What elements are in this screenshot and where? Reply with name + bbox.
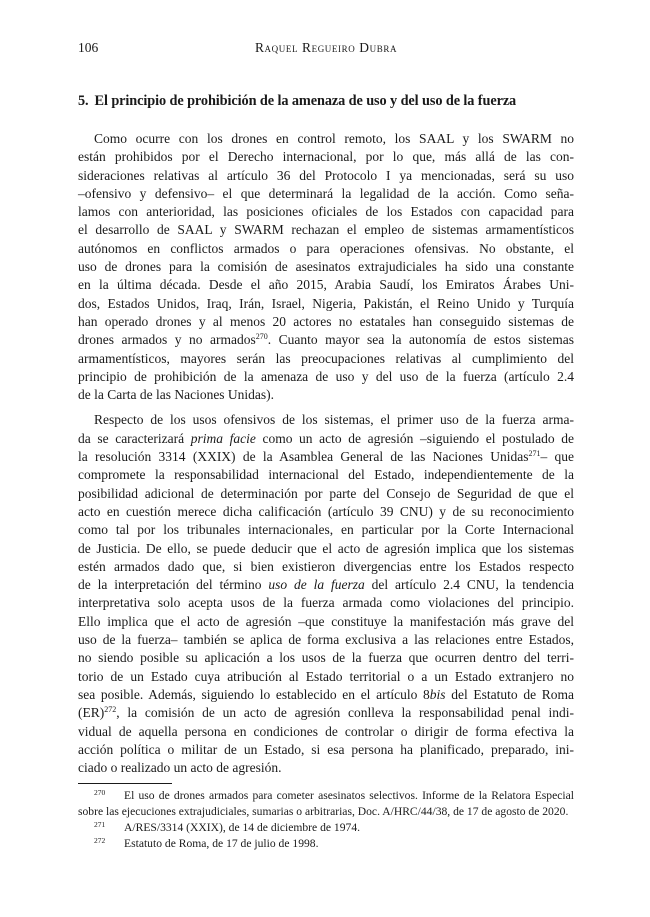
text-line: Como ocurre con los drones en control remoto, los SAAL y los SWARM no (94, 131, 574, 146)
section-heading (78, 93, 574, 110)
paragraph (78, 130, 574, 404)
text-line: vidual de aquella persona en condiciones de controlar o dirigir de forma efectiva la (78, 723, 574, 739)
text-line: Ello implica que el acto de agresión –que constituye la manifestación más grave del (78, 613, 574, 629)
text-line: uso de la fuerza– también se aplica de forma exclusiva a las relaciones entre Estados, (78, 632, 574, 648)
page-header (78, 40, 574, 58)
text-line: autónomos en conflictos armados o para operaciones ofensivas. No obstante, el (78, 240, 574, 256)
footnote-ref: 272 (104, 705, 117, 715)
text-line: posibilidad adicional de determinación por parte del Consejo de Seguridad de que el (78, 485, 574, 501)
text-line: interpretativa solo acepta usos de la fuerza armada como violaciones del principio. (78, 595, 574, 611)
text-line: drones armados y no armados$^{270}$. Cuanto mayor sea la autonomía de estos sistemas (78, 332, 574, 348)
text-line: no siendo posible su aplicación a los usos de la fuerza que ocurren dentro del terri- (78, 650, 574, 666)
text-line: como tal por los tribunales internacionales, en particular por la Corte Internacional (78, 522, 574, 538)
text-line: sea posible. Además, siguiendo lo establecido en el artículo 8bis del Estatuto de Roma (78, 686, 574, 702)
text-line: uso de drones para la comisión de asesinatos extrajudiciales ha sido una constante (78, 259, 574, 275)
text-line: armamentísticos, mayores serán las preocupaciones relativas al cumplimiento del (78, 350, 574, 366)
section-number: 5. (78, 93, 89, 109)
text-line: Respecto de los usos ofensivos de los sistemas, el primer uso de la fuerza arma- (94, 412, 574, 428)
text-line: estén armados dado que, si bien existieron divergencias entre los Estados respecto (78, 558, 574, 574)
text-line: de la Carta de las Naciones Unidas). (78, 387, 275, 403)
text-line: principio de prohibición de la amenaza de uso y del uso de la fuerza (artículo 2.4 (78, 368, 574, 384)
body-text (78, 130, 574, 784)
section-title: El principio de prohibición de la amenaza de uso y del uso de la fuerza (94, 93, 517, 109)
text-line: han operado drones y al menos 20 actores no estatales han conseguido sistemas de (78, 313, 574, 329)
text-line: sideraciones relativas al artículo 36 del Protocolo I ya mencionadas, será su uso (78, 167, 574, 183)
text-line: de la interpretación del término uso de la fuerza del artículo 2.4 CNU, la tendencia (78, 577, 574, 593)
paragraph (78, 411, 574, 777)
footnote-ref: 271 (528, 449, 541, 459)
text-line: de Justicia. De ello, se puede deducir que el acto de agresión implica que los sistemas (78, 540, 574, 556)
footnote-separator (78, 783, 172, 784)
footnotes (78, 788, 574, 852)
text-line: da se caracterizará prima facie como un acto de agresión –siguiendo el postulado de (78, 430, 574, 446)
text-line: acto en cuestión merece dicha calificación (artículo 39 CNU) y de su reconocimiento (78, 503, 574, 519)
footnote-271: 271 A/RES/3314 (XXIX), de 14 de diciembre de 1974. (94, 820, 361, 834)
text-line: están prohibidos por el Derecho internacional, por lo que, más allá de las con- (78, 149, 574, 165)
italic-term: bis (429, 686, 446, 702)
page-number: 106 (78, 40, 99, 55)
text-line: –ofensivo y defensivo– el que determinará la legalidad de la acción. Como seña- (78, 185, 574, 201)
italic-term: uso de la fuerza (268, 577, 365, 593)
footnote-ref: 270 (255, 332, 268, 342)
text-line: (ER)$^{272}$, la comisión de un acto de agresión conlleva la responsabilidad penal indi- (78, 705, 574, 721)
text-line: en la última década. Desde el año 2015, Arabia Saudí, los Emiratos Árabes Uni- (78, 277, 574, 293)
italic-term: prima facie (190, 430, 256, 446)
text-line: lamos con anterioridad, las posiciones oficiales de los Estados con capacidad para (78, 204, 574, 220)
text-line: acción política o militar de un Estado, si esa persona ha planificado, preparado, ini- (78, 741, 574, 757)
text-line: el desarrollo de SAAL y SWARM rechazan el empleo de sistemas armamentísticos (78, 222, 574, 238)
footnote-270-line-1: 270 El uso de drones armados para cometer asesinatos selectivos. Informe de la Relatora Especial (94, 788, 574, 802)
text-line: la resolución 3314 (XXIX) de la Asamblea General de las Naciones Unidas$^{271}$– que (78, 449, 574, 465)
footnote-270-line-2: sobre las ejecuciones extrajudiciales, sumarias o arbitrarias, Doc. A/HRC/44/38, de 17 de agosto de 2020. (78, 805, 569, 818)
text-line: compromete la responsabilidad internacional del Estado, independientemente de la (78, 467, 574, 483)
footnote-272: 272 Estatuto de Roma, de 17 de julio de 1998. (94, 836, 319, 850)
running-head: Raquel Regueiro Dubra (254, 40, 398, 55)
text-line: torio de un Estado cuya atribución al Estado territorial o a un Estado extranjero no (78, 668, 574, 684)
text-line: ciado o realizado un acto de agresión. (78, 760, 282, 776)
text-line: dos, Estados Unidos, Iraq, Irán, Israel, Nigeria, Pakistán, el Reino Unido y Turquía (78, 295, 574, 311)
